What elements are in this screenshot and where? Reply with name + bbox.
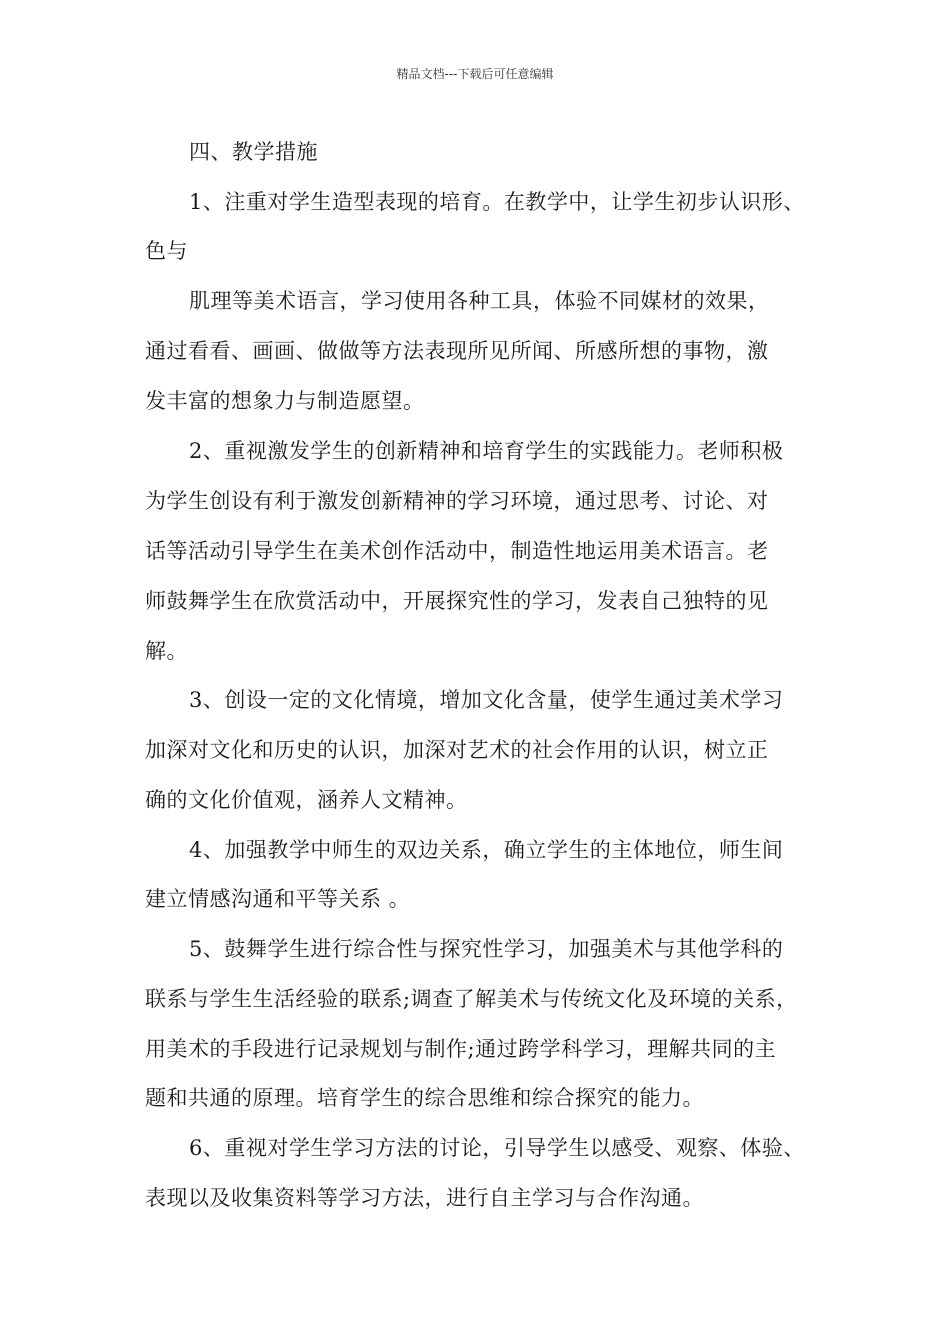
paragraph-line: 为学生创设有利于激发创新精神的学习环境，通过思考、讨论、对	[145, 489, 769, 513]
paragraph-line: 确的文化价值观，涵养人文精神。	[145, 788, 468, 812]
paragraph-line: 用美术的手段进行记录规划与制作;通过跨学科学习，理解共同的主	[145, 1037, 777, 1061]
paragraph-line: 1、注重对学生造型表现的培育。在教学中，让学生初步认识形、	[189, 190, 805, 214]
paragraph-line: 2、重视激发学生的创新精神和培育学生的实践能力。老师积极	[189, 439, 784, 463]
paragraph-line: 色与	[145, 239, 188, 263]
paragraph-line: 5、鼓舞学生进行综合性与探究性学习，加强美术与其他学科的	[189, 937, 784, 961]
paragraph-line: 肌理等美术语言，学习使用各种工具，体验不同媒材的效果，	[189, 289, 770, 313]
paragraph-line: 题和共通的原理。培育学生的综合思维和综合探究的能力。	[145, 1086, 704, 1110]
paragraph-line: 加深对文化和历史的认识，加深对艺术的社会作用的认识，树立正	[145, 738, 769, 762]
paragraph-line: 3、创设一定的文化情境，增加文化含量，使学生通过美术学习	[189, 688, 784, 712]
section-heading: 四、教学措施	[189, 140, 318, 164]
page-header: 精品文档---下载后可任意编辑	[396, 67, 554, 81]
paragraph-line: 表现以及收集资料等学习方法，进行自主学习与合作沟通。	[145, 1186, 704, 1210]
paragraph-line: 话等活动引导学生在美术创作活动中，制造性地运用美术语言。老	[145, 539, 769, 563]
paragraph-line: 建立情感沟通和平等关系 。	[145, 887, 411, 911]
paragraph-line: 联系与学生生活经验的联系;调查了解美术与传统文化及环境的关系，	[145, 987, 798, 1011]
paragraph-line: 发丰富的想象力与制造愿望。	[145, 389, 425, 413]
paragraph-line: 解。	[145, 639, 188, 663]
paragraph-line: 通过看看、画画、做做等方法表现所见所闻、所感所想的事物，激	[145, 339, 769, 363]
paragraph-line: 4、加强教学中师生的双边关系，确立学生的主体地位，师生间	[189, 838, 784, 862]
paragraph-line: 师鼓舞学生在欣赏活动中，开展探究性的学习，发表自己独特的见	[145, 589, 769, 613]
paragraph-line: 6、重视对学生学习方法的讨论，引导学生以感受、观察、体验、	[189, 1136, 805, 1160]
